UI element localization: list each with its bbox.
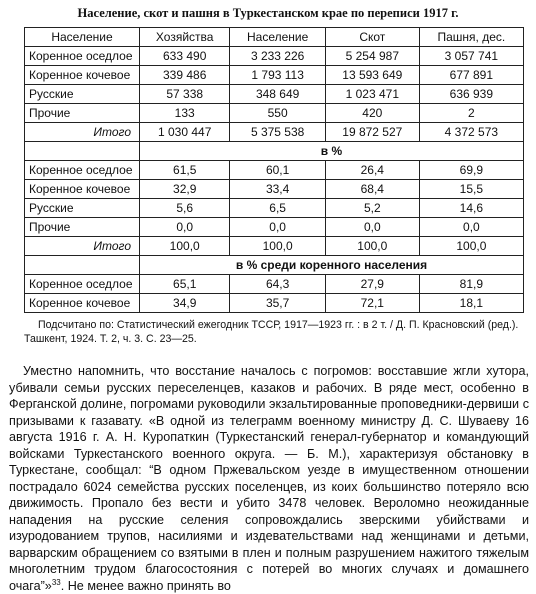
- row-label: Коренное кочевое: [25, 180, 140, 199]
- table-row: [25, 104, 524, 123]
- body-text: Уместно напомнить, что восстание началось с погромов: восставшие жгли хутора, убивали семьи русских переселенцев, казаков и рабочих. В ряде мест, особенно в Ферганской долине, погромами руководили экзальтированные проповедники-дервиши с призывами к газавату. «В одной из телеграмм военному министру Д. С. Шуваеву 16 августа 1916 г. А. Н. Куропаткин (Туркестанский генерал-губернатор и командующий войсками Туркестанского военного округа. — Б. М.), характеризуя обстановку в Туркестане, сообщал: “В одном Пржевальском уезде в имущественном отношении пострадало 6024 семейства русских поселенцев, из коих большинство потеряло всю движимость. Пропало без вести и убито 3478 человек. Вероломно неожиданные нападения на русские селения сопровождались зверскими убийствами и изуродованием трупов, насилиями и издевательствами над женщинами и детьми, варварским обращением со взятыми в плен и полным разрушением нажитого тяжелым многолетним трудом благосостояния с потерей во многих случаях и домашнего очага”»: [9, 364, 529, 593]
- table-cell: 100,0: [140, 237, 230, 256]
- row-label: Русские: [25, 199, 140, 218]
- table-cell: 18,1: [419, 294, 523, 313]
- table-row: [25, 66, 524, 85]
- column-header: Хозяйства: [140, 28, 230, 47]
- table-cell: 0,0: [140, 218, 230, 237]
- table-row: [25, 161, 524, 180]
- row-label: Коренное оседлое: [25, 47, 140, 66]
- table-cell: 0,0: [325, 218, 419, 237]
- table-cell: 35,7: [230, 294, 326, 313]
- table-cell: 3 057 741: [419, 47, 523, 66]
- table-row: [25, 85, 524, 104]
- table-cell: 100,0: [325, 237, 419, 256]
- table-cell: 15,5: [419, 180, 523, 199]
- table-cell: 5,2: [325, 199, 419, 218]
- table-cell: 69,9: [419, 161, 523, 180]
- table-cell: 0,0: [230, 218, 326, 237]
- table-row: [25, 275, 524, 294]
- table-cell: 81,9: [419, 275, 523, 294]
- row-label: Коренное оседлое: [25, 275, 140, 294]
- body-paragraph: [9, 363, 529, 594]
- table-cell: 61,5: [140, 161, 230, 180]
- table-cell: 60,1: [230, 161, 326, 180]
- table-cell: 26,4: [325, 161, 419, 180]
- table-row: [25, 294, 524, 313]
- table-cell: 33,4: [230, 180, 326, 199]
- table-cell: 633 490: [140, 47, 230, 66]
- section-row: [25, 256, 524, 275]
- table-cell: 3 233 226: [230, 47, 326, 66]
- table-total-row: [25, 123, 524, 142]
- table-cell: 65,1: [140, 275, 230, 294]
- table-cell: 2: [419, 104, 523, 123]
- table-cell: 0,0: [419, 218, 523, 237]
- table-cell: 1 030 447: [140, 123, 230, 142]
- table-cell: 72,1: [325, 294, 419, 313]
- row-label: Коренное оседлое: [25, 161, 140, 180]
- section-row: [25, 142, 524, 161]
- row-label: Коренное кочевое: [25, 294, 140, 313]
- table-cell: 64,3: [230, 275, 326, 294]
- table-cell: 1 793 113: [230, 66, 326, 85]
- table-cell: 1 023 471: [325, 85, 419, 104]
- census-table: [24, 27, 524, 313]
- total-label: Итого: [25, 123, 140, 142]
- row-label: Русские: [25, 85, 140, 104]
- empty-cell: [25, 256, 140, 275]
- table-cell: 4 372 573: [419, 123, 523, 142]
- table-cell: 348 649: [230, 85, 326, 104]
- table-header-row: [25, 28, 524, 47]
- table-cell: 5,6: [140, 199, 230, 218]
- table-cell: 68,4: [325, 180, 419, 199]
- table-cell: 550: [230, 104, 326, 123]
- table-cell: 13 593 649: [325, 66, 419, 85]
- section-header: в %: [140, 142, 524, 161]
- column-header: Пашня, дес.: [419, 28, 523, 47]
- table-row: [25, 218, 524, 237]
- table-cell: 34,9: [140, 294, 230, 313]
- table-cell: 339 486: [140, 66, 230, 85]
- table-cell: 57 338: [140, 85, 230, 104]
- column-header: Население: [230, 28, 326, 47]
- table-title: Население, скот и пашня в Туркестанском крае по переписи 1917 г.: [77, 6, 459, 20]
- table-cell: 14,6: [419, 199, 523, 218]
- total-label: Итого: [25, 237, 140, 256]
- table-cell: 677 891: [419, 66, 523, 85]
- table-row: [25, 180, 524, 199]
- table-cell: 100,0: [230, 237, 326, 256]
- table-cell: 5 375 538: [230, 123, 326, 142]
- footnote-ref: 33: [51, 577, 61, 587]
- body-tail: . Не менее важно принять во: [60, 578, 231, 593]
- table-cell: 32,9: [140, 180, 230, 199]
- section-header: в % среди коренного населения: [140, 256, 524, 275]
- table-source-note: Подсчитано по: Статистический ежегодник ТССР, 1917—1923 гг. : в 2 т. / Д. П. Красновский (ред.). Ташкент, 1924. Т. 2, ч. 3. С. 23—25.: [24, 319, 519, 345]
- table-total-row: [25, 237, 524, 256]
- table-cell: 19 872 527: [325, 123, 419, 142]
- row-label: Прочие: [25, 104, 140, 123]
- table-cell: 420: [325, 104, 419, 123]
- row-label: Коренное кочевое: [25, 66, 140, 85]
- row-label: Прочие: [25, 218, 140, 237]
- table-row: [25, 199, 524, 218]
- table-cell: 636 939: [419, 85, 523, 104]
- table-cell: 6,5: [230, 199, 326, 218]
- table-row: [25, 47, 524, 66]
- table-cell: 100,0: [419, 237, 523, 256]
- table-cell: 5 254 987: [325, 47, 419, 66]
- table-cell: 27,9: [325, 275, 419, 294]
- empty-cell: [25, 142, 140, 161]
- table-cell: 133: [140, 104, 230, 123]
- column-header: Население: [25, 28, 140, 47]
- column-header: Скот: [325, 28, 419, 47]
